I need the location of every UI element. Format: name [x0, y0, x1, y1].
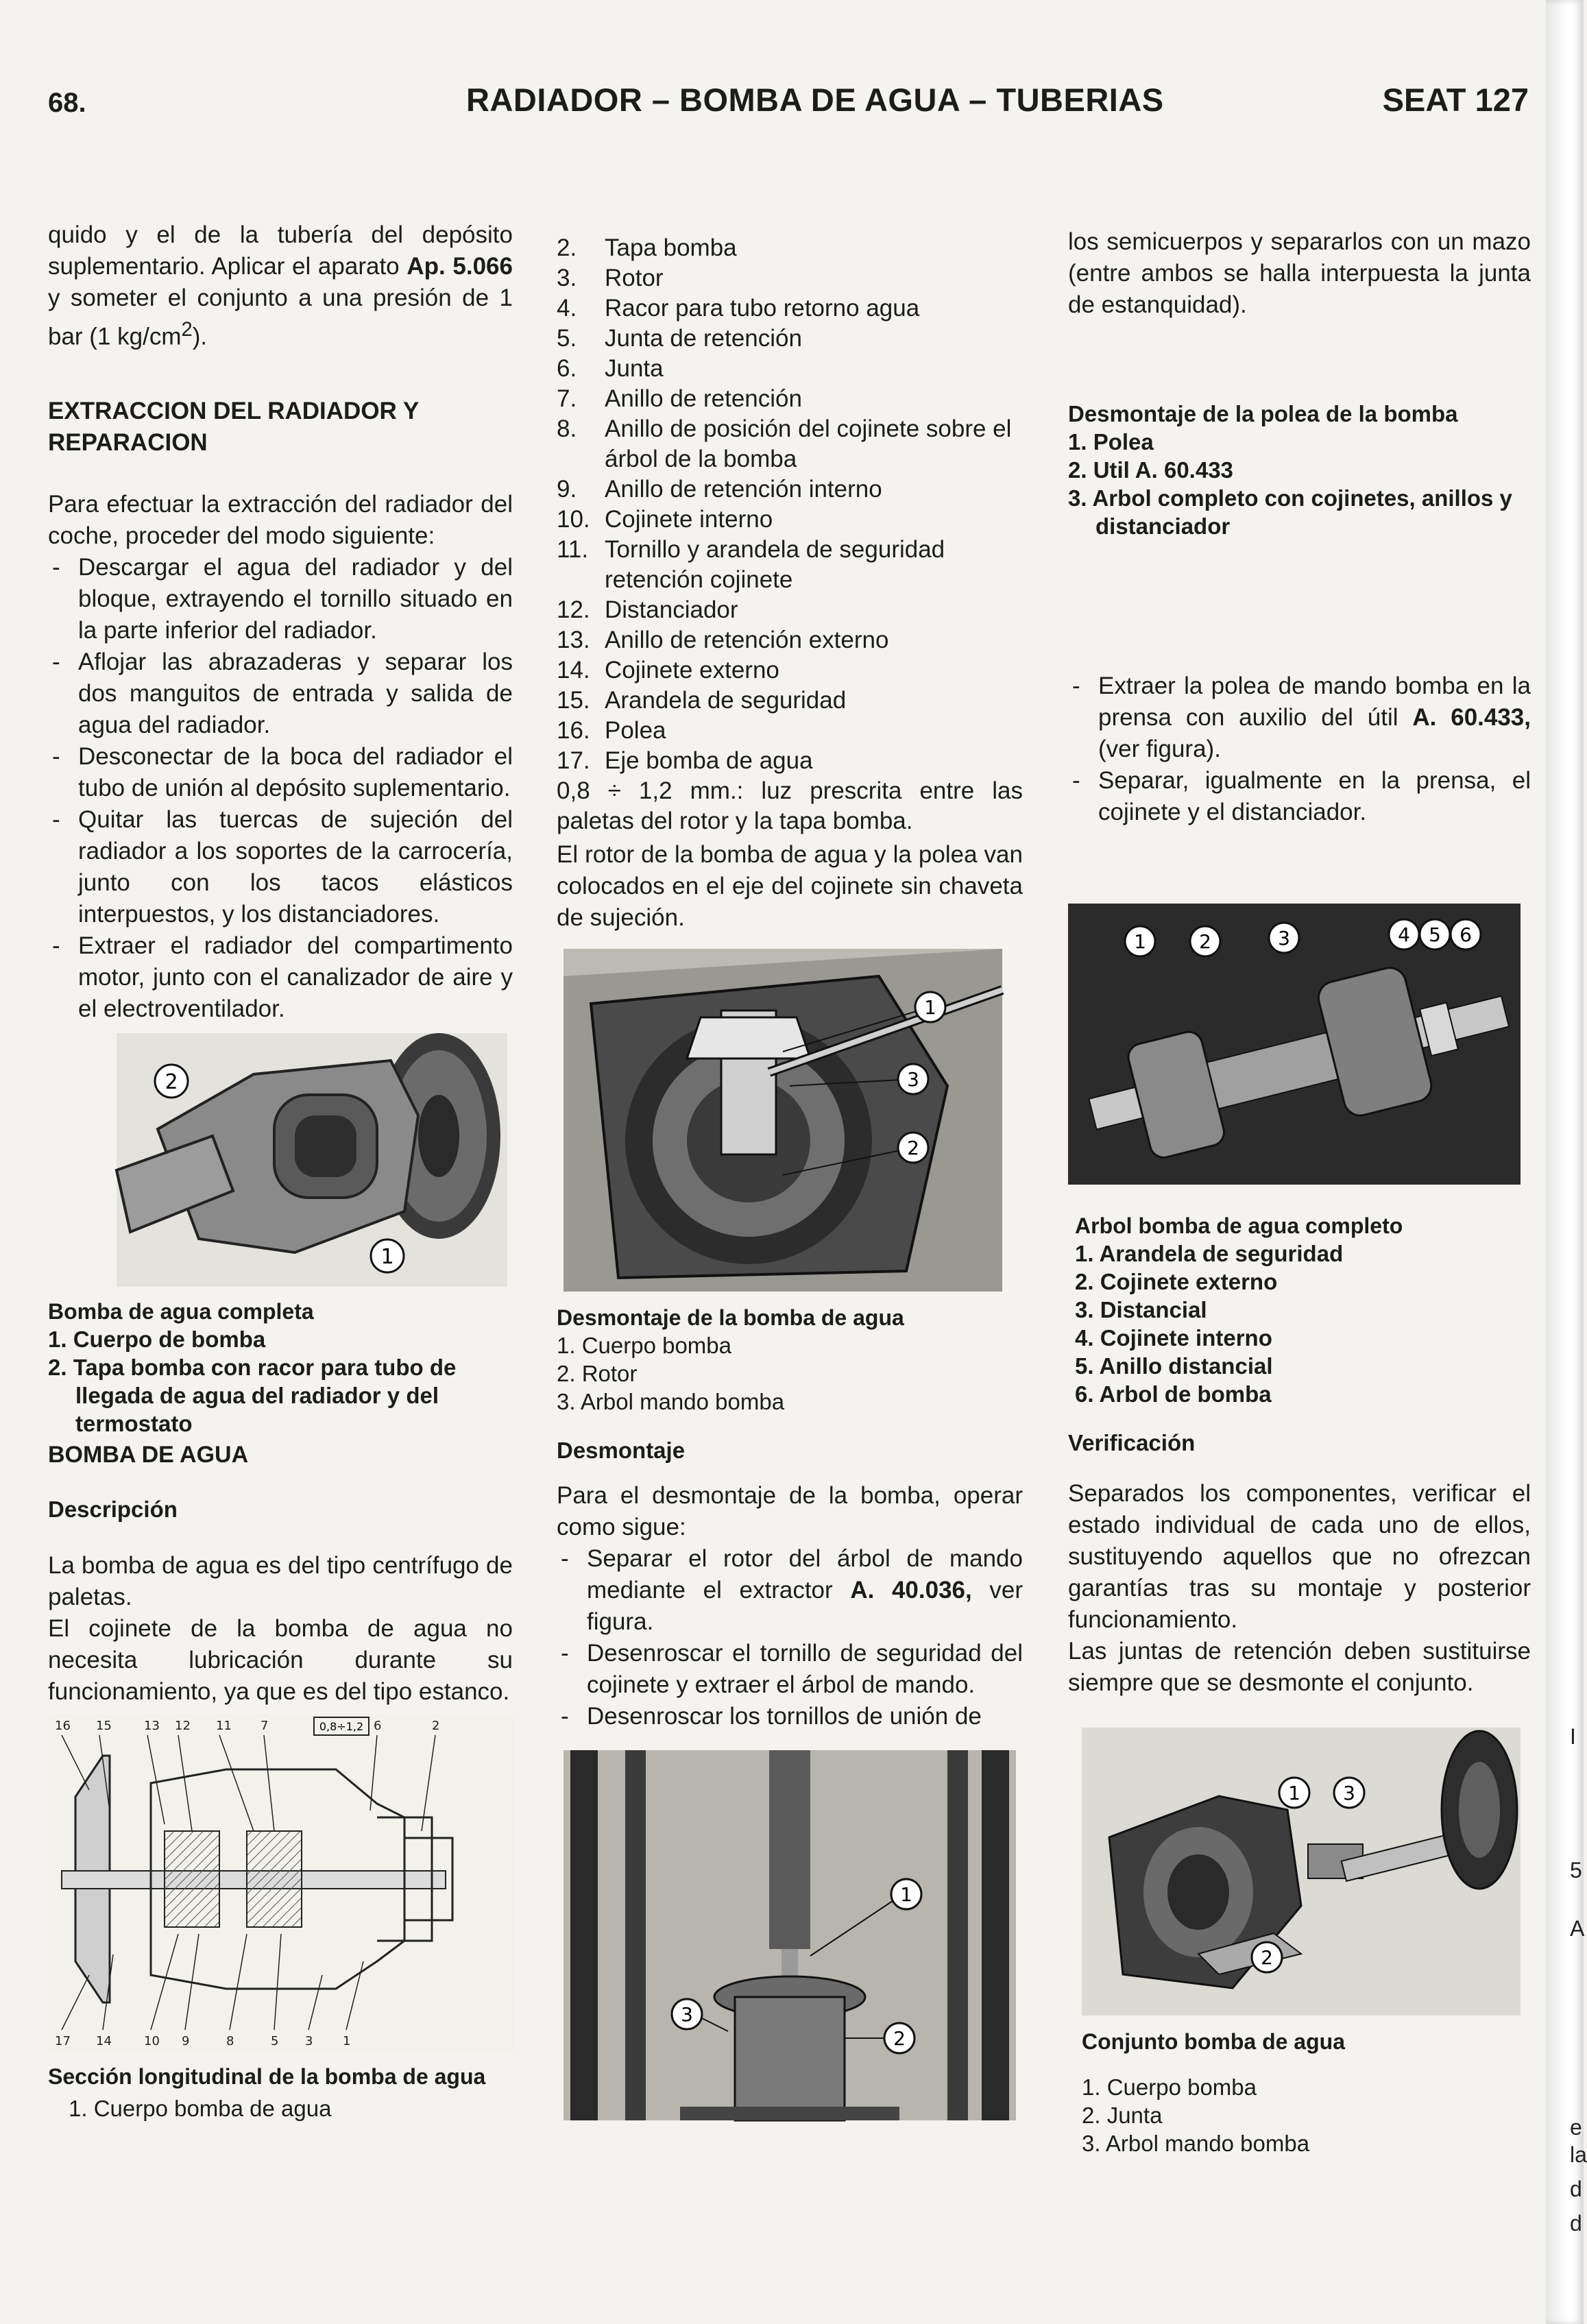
parts-list-item: 6. Junta	[557, 355, 664, 382]
svg-text:13: 13	[144, 1718, 160, 1733]
removal-step: - Desconectar de la boca del radiador el tubo de unión al depósito suplementario.	[48, 741, 513, 804]
pulley-caption	[1068, 400, 1531, 540]
callout-6: 6	[1459, 923, 1472, 946]
parts-list-item: 2. Tapa bomba	[557, 234, 737, 261]
caption-item: 1. Cuerpo bomba	[557, 1333, 731, 1358]
pump-dismount-photo	[564, 949, 1002, 1292]
caption-item: 2. Util A. 60.433	[1068, 457, 1233, 483]
caption-item: 1. Cuerpo bomba de agua	[69, 2095, 332, 2121]
svg-text:9: 9	[182, 2033, 190, 2048]
callout-3: 3	[1278, 927, 1290, 949]
parts-list-item: 10. Cojinete interno	[557, 506, 773, 533]
rotor-note: El rotor de la bomba de agua y la polea van colocados en el eje del cojinete sin chaveta de sujeción.	[557, 841, 1023, 931]
dismount-heading: Desmontaje	[557, 1438, 686, 1463]
callout-2: 2	[893, 2027, 906, 2050]
caption-item: 5. Anillo distancial	[1075, 1353, 1273, 1379]
svg-text:6: 6	[374, 1718, 382, 1733]
callout-1: 1	[1134, 930, 1146, 953]
diagram-bottom-numbers	[55, 2034, 350, 2048]
dismount-step: - Desenroscar los tornillos de unión de	[557, 1701, 1023, 1732]
parts-list-item: 8. Anillo de posición del cojinete sobre el árbol de la bomba	[557, 415, 1012, 472]
model-name: SEAT 127	[1382, 82, 1529, 118]
pump-assembly-photo	[1082, 1728, 1521, 2016]
parts-list-item: 4. Racor para tubo retorno agua	[557, 295, 920, 322]
callout-2: 2	[907, 1137, 919, 1159]
caption-title: Arbol bomba de agua completo	[1075, 1213, 1403, 1238]
caption-item: 6. Arbol de bomba	[1075, 1381, 1272, 1407]
column-middle	[557, 233, 1023, 2120]
caption-item: 1. Cuerpo bomba	[1082, 2074, 1257, 2100]
parts-list	[557, 233, 1023, 776]
verification-p2: Las juntas de retención deben sustituirse siempre que se desmonte el conjunto.	[1068, 1638, 1531, 1696]
caption-item: 4. Cojinete interno	[1075, 1325, 1272, 1351]
svg-text:11: 11	[216, 1718, 232, 1733]
callout-1: 1	[900, 1883, 912, 1906]
description-p2: El cojinete de la bomba de agua no necesita lubricación durante su funcionamiento, ya que es del tipo estanco.	[48, 1614, 513, 1705]
parts-list-item: 16. Polea	[557, 717, 666, 744]
callout-3: 3	[681, 2003, 693, 2026]
page-number: 68.	[48, 88, 86, 118]
caption-item: 1. Arandela de seguridad	[1075, 1241, 1344, 1266]
parts-list-item: 9. Anillo de retención interno	[557, 476, 882, 503]
svg-text:7: 7	[261, 1718, 269, 1733]
svg-text:15: 15	[96, 1718, 112, 1733]
callout-3: 3	[1343, 1782, 1355, 1804]
description-heading: Descripción	[48, 1496, 178, 1522]
callout-2: 2	[1199, 930, 1211, 953]
caption-item: 2. Tapa bomba con racor para tubo de llegada de agua del radiador y del termostato	[48, 1354, 457, 1436]
svg-text:1: 1	[343, 2033, 351, 2048]
removal-step: - Extraer el radiador del compartimento motor, junto con el canalizador de aire y el electroventilador.	[48, 930, 513, 1025]
caption-item: 2. Rotor	[557, 1361, 638, 1386]
svg-text:10: 10	[144, 2033, 160, 2048]
parts-list-item: 14. Cojinete externo	[557, 657, 779, 683]
removal-step: - Descargar el agua del radiador y del bloque, extrayendo el tornillo situado en la parte inferior del radiador.	[48, 552, 513, 646]
section-intro: Para efectuar la extracción del radiador del coche, proceder del modo siguiente:	[48, 490, 513, 549]
section-heading: EXTRACCION DEL RADIADOR Y REPARACION	[48, 397, 419, 456]
removal-steps	[48, 552, 513, 1025]
caption-item: 3. Distancial	[1075, 1297, 1207, 1322]
column-right	[1068, 219, 1531, 2157]
parts-list-item: 3. Rotor	[557, 265, 664, 291]
caption-item: 3. Arbol mando bomba	[1082, 2131, 1310, 2156]
dismount-intro: Para el desmontaje de la bomba, operar como sigue:	[557, 1482, 1023, 1540]
caption-title: Desmontaje de la polea de la bomba	[1068, 401, 1458, 426]
caption-title: Bomba de agua completa	[48, 1298, 314, 1324]
parts-list-item: 7. Anillo de retención	[557, 385, 802, 412]
tool-reference: A. 60.433,	[1412, 704, 1531, 731]
tool-reference: A. 40.036,	[850, 1577, 972, 1603]
caption-title: Conjunto bomba de agua	[1082, 2029, 1345, 2054]
callout-1: 1	[1288, 1782, 1300, 1804]
caption-title: Desmontaje de la bomba de agua	[557, 1305, 904, 1330]
caption-item: 1. Cuerpo de bomba	[48, 1326, 266, 1352]
parts-list-item: 11. Tornillo y arandela de seguridad retención cojinete	[557, 536, 945, 593]
verification-heading: Verificación	[1068, 1430, 1196, 1455]
pulley-step: - Extraer la polea de mando bomba en la prensa con auxilio del útil A. 60.433, (ver figura).	[1068, 670, 1531, 765]
chapter-title: RADIADOR – BOMBA DE AGUA – TUBERIAS	[466, 82, 1164, 118]
column-left	[48, 219, 513, 2122]
clearance-note: 0,8 ÷ 1,2 mm.: luz prescrita entre las paletas del rotor y la tapa bomba.	[557, 777, 1023, 834]
svg-text:16: 16	[55, 1718, 71, 1733]
pulley-step: - Separar, igualmente en la prensa, el cojinete y el distanciador.	[1068, 765, 1531, 828]
verification-p1: Separados los componentes, verificar el estado individual de cada uno de ellos, sustituyendo aquellos que no ofrezcan garantías tras su montaje y posterior funcionamiento.	[1068, 1480, 1531, 1633]
caption-item: 3. Arbol completo con cojinetes, anillos y distanciador	[1068, 485, 1512, 539]
callout-1: 1	[380, 1244, 394, 1269]
svg-text:17: 17	[55, 2033, 71, 2048]
svg-text:5: 5	[271, 2033, 279, 2048]
callout-2: 2	[165, 1069, 178, 1094]
parts-list-item: 13. Anillo de retención externo	[557, 627, 889, 653]
clearance-label: 0,8÷1,2	[319, 1719, 364, 1733]
page-header	[48, 81, 1529, 129]
diagram-top-numbers	[55, 1719, 439, 1733]
parts-list-item: 5. Junta de retención	[557, 325, 802, 352]
svg-text:8: 8	[226, 2033, 234, 2048]
caption-item: 2. Cojinete externo	[1075, 1269, 1278, 1294]
caption-item: 3. Arbol mando bomba	[557, 1389, 785, 1414]
callout-5: 5	[1429, 923, 1441, 946]
svg-text:14: 14	[96, 2033, 112, 2048]
caption-title: Sección longitudinal de la bomba de agua	[48, 2063, 486, 2089]
edge-char: d	[1570, 2211, 1582, 2236]
edge-char: 5	[1570, 1858, 1582, 1883]
edge-char: I	[1570, 1724, 1576, 1749]
callout-4: 4	[1398, 923, 1410, 946]
pump-heading: BOMBA DE AGUA	[48, 1441, 249, 1468]
dismount-photo-caption	[557, 1304, 1023, 1416]
removal-step: - Quitar las tuercas de sujeción del radiador a los soportes de la carrocería, junto con los tacos elásticos interpuestos, y los distanciadores.	[48, 804, 513, 930]
shaft-caption	[1075, 1212, 1531, 1408]
svg-text:2: 2	[432, 1718, 440, 1733]
parts-list-item: 12. Distanciador	[557, 596, 738, 623]
svg-text:12: 12	[175, 1718, 191, 1733]
pump-photo-caption	[48, 1298, 513, 1438]
pulley-steps	[1068, 670, 1531, 828]
section-diagram-caption	[48, 2063, 513, 2122]
top-text: los semicuerpos y separarlos con un mazo (entre ambos se halla interpuesta la junta de estanquidad).	[1068, 228, 1531, 318]
next-page-edge	[1546, 0, 1584, 2324]
edge-char: e	[1570, 2115, 1582, 2140]
caption-item: 1. Polea	[1068, 429, 1154, 455]
callout-3: 3	[907, 1068, 919, 1091]
press-photo	[564, 1750, 1016, 2120]
description-p1: La bomba de agua es del tipo centrífugo de paletas.	[48, 1551, 513, 1610]
assembly-caption	[1082, 2028, 1531, 2157]
water-pump-photo	[117, 1033, 507, 1287]
tool-reference: Ap. 5.066	[407, 253, 513, 280]
removal-step: - Aflojar las abrazaderas y separar los dos manguitos de entrada y salida de agua del radiador.	[48, 646, 513, 741]
callout-2: 2	[1261, 1946, 1273, 1969]
parts-list-item: 17. Eje bomba de agua	[557, 747, 813, 774]
caption-item: 2. Junta	[1082, 2103, 1163, 2128]
callout-1: 1	[924, 996, 936, 1019]
parts-list-item: 15. Arandela de seguridad	[557, 687, 847, 714]
pump-section-diagram	[48, 1715, 514, 2050]
shaft-photo	[1068, 904, 1521, 1185]
intro-paragraph: quido y el de la tubería del depósito suplementario. Aplicar el aparato Ap. 5.066 y someter el conjunto a una presión de 1 bar (1 $kg/cm^2$).	[48, 221, 513, 350]
edge-char: d	[1570, 2177, 1582, 2201]
edge-char: la	[1570, 2142, 1587, 2167]
svg-text:3: 3	[305, 2033, 313, 2048]
dismount-step: - Separar el rotor del árbol de mando mediante el extractor A. 40.036, ver figura.	[557, 1543, 1023, 1638]
edge-char: A	[1570, 1916, 1585, 1941]
dismount-step: - Desenroscar el tornillo de seguridad del cojinete y extraer el árbol de mando.	[557, 1638, 1023, 1701]
